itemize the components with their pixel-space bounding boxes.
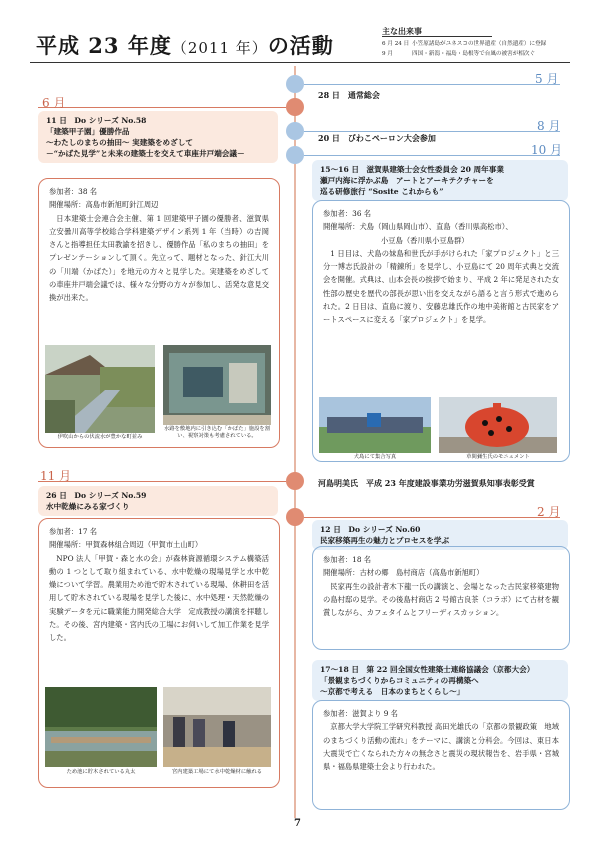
event-box-national-women (312, 700, 570, 810)
month-november: 11 月 (40, 469, 72, 483)
participants: 参加者：36 名 (323, 209, 372, 218)
event-header-national-women: 17～18 日 第 22 回全国女性建築士連絡協議会（京都大会） 「景観まちづくりからコミュニティの再構築へ ～京都で考える 日本のまちとくらし～」 (312, 660, 568, 701)
event-header-do59: 26 日 Do シリーズ No.59 水中乾燥にみる家づくり (38, 486, 278, 516)
timeline-node (286, 122, 304, 140)
photo-log-pond (45, 687, 157, 767)
event-award: 河島明美氏 平成 23 年度建設事業功労滋賀県知事表彰受賞 (318, 478, 535, 488)
month-line (38, 107, 286, 108)
month-line (304, 84, 560, 85)
month-line (304, 131, 560, 132)
venue: 開催場所：古材の郷 島村商店（高島市新旭町） (323, 568, 484, 578)
event-general-meeting: 28 日 通常総会 (318, 90, 380, 100)
timeline-node (286, 508, 304, 526)
timeline-node (286, 75, 304, 93)
photo-caption: 犬島にて集合写真 (353, 454, 397, 460)
photo-caption: 水路を敷地内に引き込む「かばた」施設を割い、視察対策も考慮されている。 (164, 426, 270, 439)
photo-kabata-street (45, 345, 155, 433)
event-description: 1 日目は、犬島の妹島和世氏が手がけられた「家プロジェクト」と三分一博志氏設計の「精錬所」を見学し、小豆島にて 20 周年式典と交流会を開催。式典は、山本会長の挨拶で始まり、平成 2 年に発足された女性部の歴史を歴代の部長が思い出を交えながら語ると言う形式で進められた。2 日目は、直島に渡り、安藤忠雄氏作の地中美術館と古民家をアートスペースに変える「家プロジェクト」を見学。 (323, 248, 559, 325)
month-may: 5 月 (535, 72, 559, 86)
event-item: 6 月 24 日 小笠原諸島がユネスコの世界遺産（自然遺産）に登録 (382, 41, 547, 47)
photo-caption: 伊吹山からの伏流水が豊かな町並み (57, 434, 143, 440)
event-item: 9 月 四国・新潟・福島・島根等で台風の被害が相次ぐ (382, 51, 536, 57)
photo-group (319, 397, 431, 453)
month-october: 10 月 (531, 143, 563, 157)
month-line (38, 481, 286, 482)
event-peron: 20 日 びわこペーロン大会参加 (318, 133, 436, 143)
month-february: 2 月 (537, 505, 561, 519)
venue: 開催場所：犬島（岡山県岡山市）、直島（香川県高松市）、 (323, 222, 513, 232)
timeline-node (286, 472, 304, 490)
timeline-node (286, 98, 304, 116)
event-header-do60: 12 日 Do シリーズ No.60 民家移築再生の魅力とプロセスを学ぶ (312, 520, 568, 550)
venue-cont: 小豆島（香川県小豆島群） (381, 235, 469, 245)
event-box-do60 (312, 546, 570, 650)
venue: 開催場所：高島市新旭町針江周辺 (49, 200, 159, 210)
main-events-heading: 主な出来事 (382, 26, 492, 37)
event-box-do59 (38, 518, 280, 788)
page-title: 平成 23 年度（2011 年）の活動 (36, 33, 334, 58)
event-header-do58: 11 日 Do シリーズ No.58 「建築甲子園」優勝作品 ～わたしのまちの抽田～ 実建築をめざして －“かばた見学”と未来の建築士を交えて車座井戸端会議－ (38, 111, 278, 163)
participants: 参加者：18 名 (323, 555, 372, 564)
timeline-node (286, 146, 304, 164)
event-description: NPO 法人「甲賀・森と水の会」が森林資源循環システム構築活動の 1 つとして取り組まれている、水中乾燥の現場見学と水中乾燥について学習。農業用ため池で貯木されている現場、休耕田を活用して貯木されている現場を見学した後に、水中処理・天然乾燥の実験データを元に職業能力開発総合大学 定成教授の講演を拝聴した。その後、宮内建築・宮内氏の工場にお伺いして加工作業を見学した。 (49, 553, 269, 643)
timeline-axis (294, 66, 296, 818)
month-line (304, 517, 560, 518)
main-events (382, 26, 582, 59)
month-line (304, 155, 560, 156)
page-number: 7 (294, 818, 301, 829)
venue: 開催場所：甲賀森林組合周辺（甲賀市土山町） (49, 540, 203, 550)
event-box-do58 (38, 178, 280, 448)
photo-caption: ため池に貯木されている丸太 (66, 769, 136, 775)
photo-pumpkin (439, 397, 557, 453)
event-header-women-committee: 15～16 日 滋賀県建築士会女性委員会 20 周年事業 瀬戸内海に浮かぶ島 アートとアーキテクチャーを 巡る研修旅行 “Sosite これからも” (312, 160, 568, 201)
event-box-women-committee (312, 200, 570, 462)
event-description: 京都大学大学院工学研究科教授 高田光雄氏の「京都の景観政策 地域のまちづくり活動の流れ」をテーマに、講演と分科会。今回は、東日本大震災で亡くなられた方々の無念さと震災の現状報告を、岩手県・宮城県・福島県建築士会より行われた。 (323, 722, 559, 772)
participants: 参加者：17 名 (49, 527, 98, 536)
month-june: 6 月 (42, 96, 66, 110)
photo-kabata-pool (163, 345, 271, 425)
participants: 参加者：滋賀より 9 名 (323, 709, 398, 718)
header-rule (30, 62, 570, 63)
event-description: 日本建築士会連合会主催、第 1 回建築甲子園の優勝者、滋賀県立安曇川高等学校総合学科建築デザイン系列 1 年（当時）の吉岡さんと指導担任太田教諭を招きし、優勝作品「私のまちの抽田」をプレゼンテーションして頂く。先立って、題材となった、針江大川の「川端（かばた）」を地元の方々と見学した。実建築をめざしての車座井戸端会議では、様々な分野の方々が参加し、活発な意見交換が出来た。 (49, 213, 269, 303)
photo-workshop (163, 687, 271, 767)
photo-caption: 宮内建築工場にて水中乾燥材に触れる (171, 769, 263, 775)
month-august: 8 月 (537, 119, 561, 133)
photo-caption: 草間彌生氏のモニュメント (466, 454, 530, 460)
participants: 参加者：38 名 (49, 187, 98, 196)
event-description: 民家再生の設計者木下龍一氏の講演と、会場となった古民家移築建物の島村邸の見学。その後島村商店 2 号館古良茶（コラボ）にて古材を観賞しながら、カフェタイムとフリーディスカッション。 (323, 581, 559, 618)
